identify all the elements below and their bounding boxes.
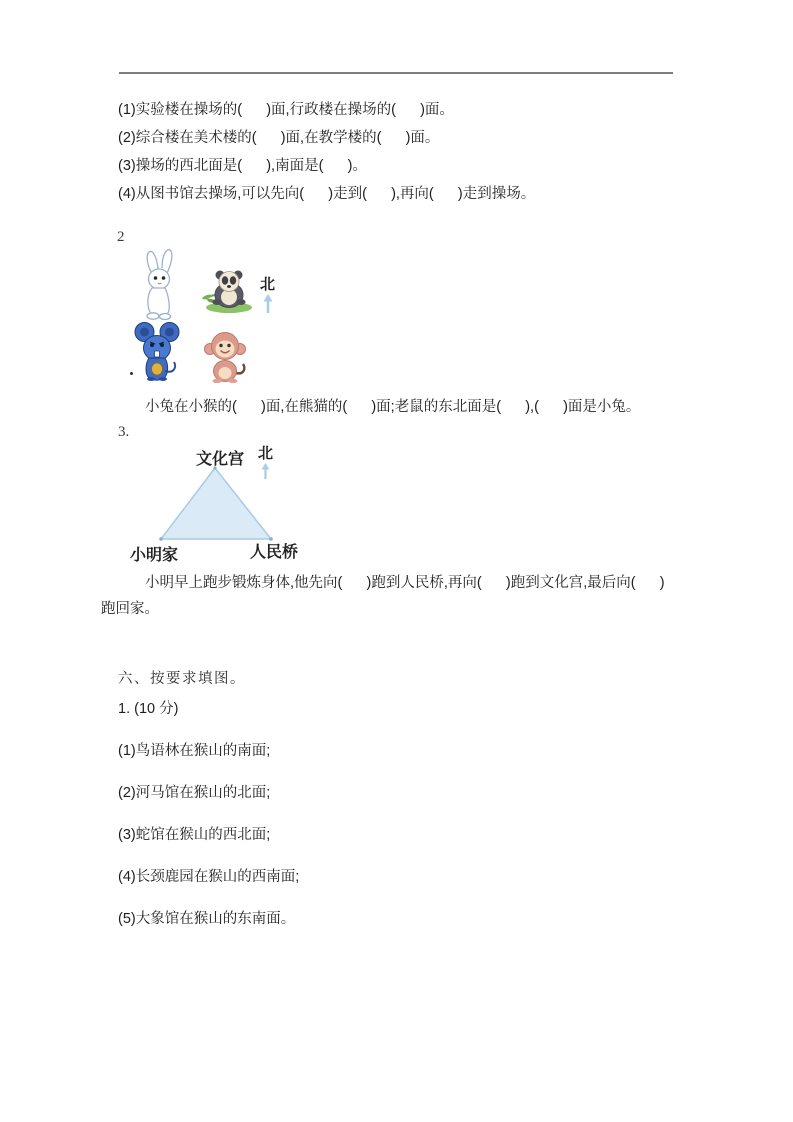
question-2-number: 2	[117, 229, 125, 245]
mouse-image	[134, 321, 180, 381]
question-3-number: 3.	[118, 424, 130, 440]
north-label-2: 北	[258, 446, 274, 462]
map-item-5: (5)大象馆在猴山的东南面。	[118, 911, 296, 927]
map-item-1: (1)鸟语林在猴山的南面;	[118, 743, 271, 759]
north-compass-2	[258, 442, 273, 480]
rabbit-image	[140, 248, 178, 320]
panda-image	[198, 268, 256, 314]
diagram-label-people-bridge: 人民桥	[250, 544, 299, 561]
diagram-label-culture-palace: 文化宫	[196, 451, 245, 468]
fill-line-4: (4)从图书馆去操场,可以先向( )走到( ),再向( )走到操场。	[118, 186, 536, 202]
map-item-3: (3)蛇馆在猴山的西北面;	[118, 827, 271, 843]
north-compass-1	[260, 273, 275, 314]
section-6-header: 六、按要求填图。	[118, 671, 246, 687]
map-item-4: (4)长颈鹿园在猴山的西南面;	[118, 869, 300, 885]
triangle-shape	[161, 468, 271, 539]
map-item-2: (2)河马馆在猴山的北面;	[118, 785, 271, 801]
section-divider	[119, 72, 673, 74]
fill-line-1: (1)实验楼在操场的( )面,行政楼在操场的( )面。	[118, 102, 454, 118]
fill-line-3: (3)操场的西北面是( ),南面是( )。	[118, 158, 367, 174]
question-3-text-line1: 小明早上跑步锻炼身体,他先向( )跑到人民桥,再向( )跑到文化宫,最后向( )	[145, 575, 665, 591]
north-arrow-icon-1	[262, 294, 274, 314]
question-3-text-line2: 跑回家。	[101, 601, 159, 617]
north-label-1: 北	[260, 277, 276, 293]
fill-line-2: (2)综合楼在美术楼的( )面,在教学楼的( )面。	[118, 130, 440, 146]
north-arrow-icon-2	[260, 463, 271, 480]
monkey-image	[204, 329, 246, 383]
section-6-subnumber: 1. (10 分)	[118, 701, 179, 717]
diagram-label-xiaoming-home: 小明家	[130, 547, 179, 564]
period-mark	[130, 372, 133, 375]
question-2-text: 小兔在小猴的( )面,在熊猫的( )面;老鼠的东北面是( ),( )面是小兔。	[145, 399, 641, 415]
